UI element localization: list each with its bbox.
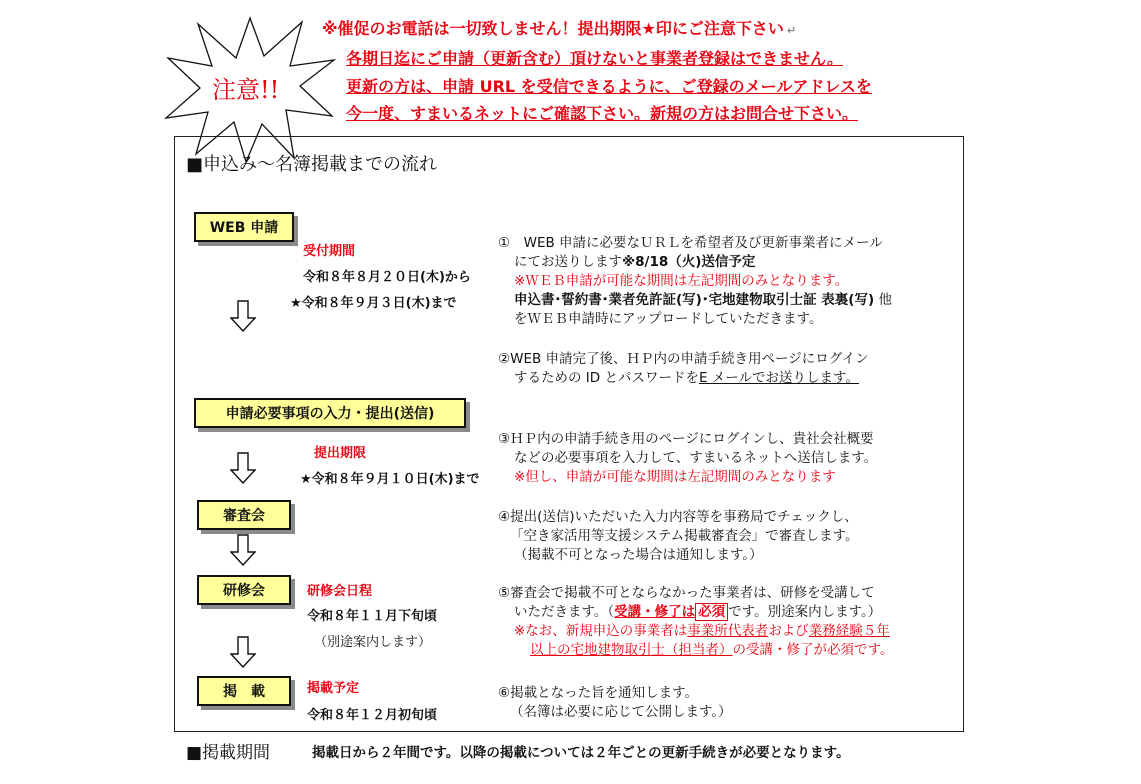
burst-label: 注意!! xyxy=(212,76,280,104)
notice-line-1: ※催促のお電話は一切致しません！提出期限★印にご注意下さい ↵ xyxy=(322,19,797,38)
step-box-review: 審査会 xyxy=(197,500,291,530)
down-arrow-icon xyxy=(230,636,256,668)
desc-step1: ① WEB 申請に必要なＵＲＬを希望者及び更新事業者にメール にてお送りします※8/18（火)送信予定 ※ＷＥＢ申請が可能な期間は左記期間のみとなります。 申込書･誓約書･業者免許証(写)･宅地建物取引士証 表裏(写) 他 をＷＥＢ申請時にアップロードしていただきます。 xyxy=(498,235,892,327)
step4-schedule-date: 令和８年１１月下旬頃 xyxy=(307,609,438,624)
step5-schedule-label: 掲載予定 xyxy=(307,681,360,696)
step1-date-end: ★令和８年９月３日(木)まで xyxy=(290,296,457,311)
flow-title: ■申込み～名簿掲載までの流れ xyxy=(186,154,438,175)
step-box-input-submit: 申請必要事項の入力・提出(送信) xyxy=(194,398,466,428)
down-arrow-icon xyxy=(230,534,256,566)
step2-deadline-date: ★令和８年９月１０日(木)まで xyxy=(300,472,480,487)
step5-schedule-date: 令和８年１２月初旬頃 xyxy=(307,708,438,723)
step1-period-label: 受付期間 xyxy=(303,244,356,259)
notice-line-3: 更新の方は、申請 URL を受信できるように、ご登録のメールアドレスを xyxy=(346,77,872,96)
desc-step6: ⑥掲載となった旨を通知します。 （名簿は必要に応じて公開します。） xyxy=(498,685,732,720)
step-box-web-application: WEB 申請 xyxy=(194,212,294,242)
desc-step3: ③ＨＰ内の申請手続き用のページにログインし、貴社会社概要 などの必要事項を入力して、すまいるネットへ送信します。 ※但し、申請が可能な期間は左記期間のみとなります xyxy=(498,431,878,485)
down-arrow-icon xyxy=(230,452,256,484)
footer-text: 掲載日から２年間です。以降の掲載については２年ごとの更新手続きが必要となります。 xyxy=(312,745,850,761)
step4-schedule-label: 研修会日程 xyxy=(307,584,373,599)
desc-step2: ②WEB 申請完了後、ＨＰ内の申請手続き用ページにログイン するための ID とパスワードをE メールでお送りします。 xyxy=(498,351,869,386)
step1-date-start: 令和８年８月２０日(木)から xyxy=(303,270,471,285)
footer-label: ■掲載期間 xyxy=(186,743,271,763)
notice-line-2: 各期日迄にご申請（更新含む）頂けないと事業者登録はできません。 xyxy=(346,49,843,68)
notice-line-4: 今一度、すまいるネットにご確認下さい。新規の方はお問合せ下さい。 xyxy=(346,104,859,123)
step-box-listing: 掲 載 xyxy=(197,676,291,706)
desc-step4: ④提出(送信)いただいた入力内容等を事務局でチェックし、 「空き家活用等支援システム掲載審査会」で審査します。 （掲載不可となった場合は通知します。） xyxy=(498,509,859,563)
down-arrow-icon xyxy=(230,300,256,332)
step2-deadline-label: 提出期限 xyxy=(314,446,367,461)
desc-step5: ⑤審査会で掲載不可とならなかった事業者は、研修を受講して いただきます。（受講・修了は 必須 です。別途案内します。） ※なお、新規申込の事業者は事業所代表者および業務経験５年 以上の宅地建物取引士（担当者）の受講・修了が必須です。 xyxy=(498,585,894,658)
required-highlight: 必須 xyxy=(695,603,728,621)
paragraph-mark-icon: ↵ xyxy=(786,24,797,37)
step-box-training: 研修会 xyxy=(197,575,291,605)
step4-schedule-note: （別途案内します） xyxy=(314,635,432,650)
